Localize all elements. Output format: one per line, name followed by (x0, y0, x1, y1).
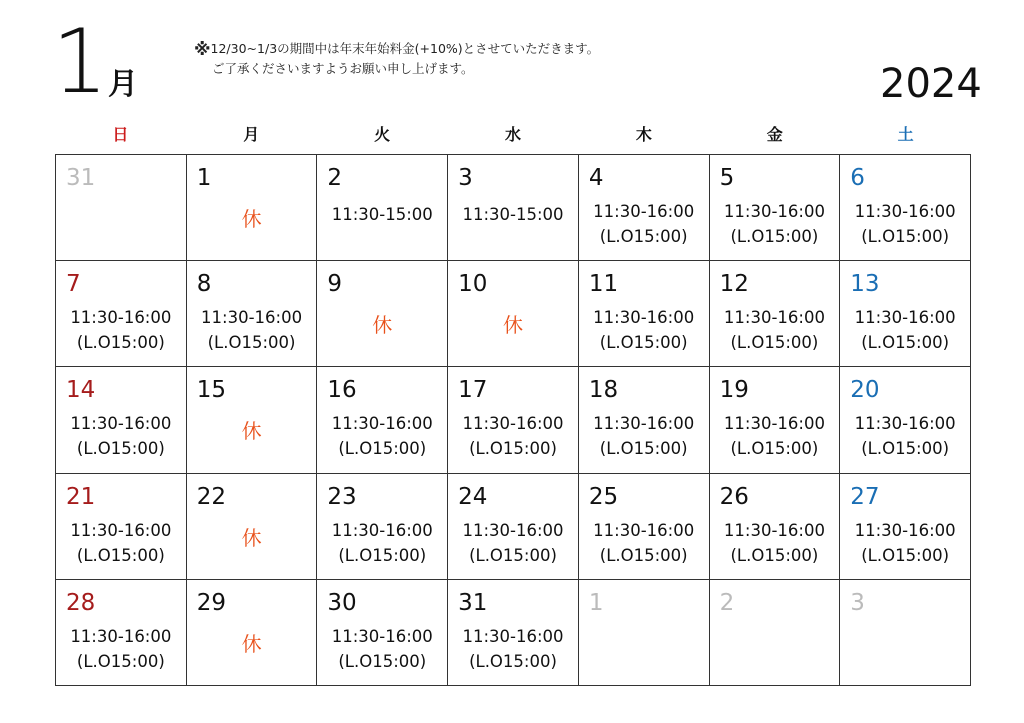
calendar-day-cell (840, 367, 971, 473)
day-number: 10 (458, 271, 488, 298)
day-number: 31 (66, 165, 96, 191)
closed-label: 休 (241, 207, 262, 231)
calendar-day-cell (448, 155, 579, 261)
last-order: (L.O15:00) (76, 545, 165, 565)
day-number: 14 (66, 377, 96, 404)
last-order: (L.O15:00) (76, 651, 165, 671)
day-number: 9 (327, 271, 343, 298)
business-hours (579, 518, 709, 568)
day-number: 20 (850, 377, 880, 404)
business-hours (840, 518, 970, 568)
last-order: (L.O15:00) (469, 651, 557, 671)
calendar-grid (55, 154, 971, 686)
notice-text-1: 12/30~1/3の期間中は年末年始料金(+10%)とさせていただきます。 (210, 41, 600, 56)
weekday-wednesday: 水 (505, 125, 522, 144)
hours-range: 11:30-16:00 (593, 520, 695, 540)
calendar-day-cell (448, 474, 579, 580)
last-order: (L.O15:00) (861, 333, 950, 353)
hours-range: 11:30-16:00 (70, 520, 172, 540)
day-number: 19 (719, 377, 749, 404)
weekday-sunday: 日 (112, 125, 129, 144)
hours-range: 11:30-16:00 (70, 626, 172, 646)
day-number: 22 (196, 483, 226, 510)
weekday-thursday: 木 (635, 125, 652, 144)
calendar-day-cell (317, 367, 448, 473)
hours-range: 11:30-16:00 (723, 202, 825, 221)
notice-line-1 (194, 40, 599, 61)
last-order: (L.O15:00) (730, 227, 819, 246)
last-order: (L.O15:00) (338, 439, 427, 459)
weekday-friday: 金 (766, 125, 783, 144)
business-hours (840, 411, 970, 461)
business-hours (840, 199, 970, 249)
last-order: (L.O15:00) (861, 227, 950, 246)
calendar-day-cell (56, 474, 187, 580)
closed-label: 休 (241, 525, 262, 550)
calendar-day-cell (840, 261, 971, 367)
day-number: 2 (719, 589, 735, 616)
last-order: (L.O15:00) (730, 439, 819, 459)
day-number: 15 (196, 377, 226, 404)
day-number: 25 (588, 483, 619, 510)
last-order: (L.O15:00) (861, 439, 950, 459)
business-hours (448, 411, 578, 461)
hours-range: 11:30-16:00 (854, 414, 956, 434)
business-hours (840, 305, 970, 355)
hours-range: 11:30-16:00 (70, 414, 172, 434)
business-hours (56, 518, 186, 568)
calendar-day-cell (710, 155, 841, 261)
calendar-day-cell (710, 367, 841, 473)
hours-range: 11:30-16:00 (462, 520, 564, 540)
business-hours (448, 202, 578, 227)
business-hours (710, 518, 840, 568)
calendar-day-cell (56, 261, 187, 367)
hours-range: 11:30-16:00 (723, 414, 825, 434)
day-number: 4 (588, 165, 604, 191)
calendar-day-cell (56, 367, 187, 473)
business-hours (579, 305, 709, 355)
day-number: 31 (458, 589, 488, 616)
month-number: 1 (52, 10, 106, 113)
business-hours (579, 199, 709, 249)
hours-range: 11:30-16:00 (723, 308, 825, 328)
notice-mark: ※ (194, 40, 211, 60)
day-number: 17 (458, 377, 488, 404)
business-hours (56, 305, 186, 355)
calendar-day-cell (187, 155, 318, 261)
calendar-day-cell (317, 580, 448, 686)
hours-range: 11:30-16:00 (331, 626, 433, 646)
business-hours (187, 305, 317, 355)
day-number: 23 (327, 483, 357, 510)
weekday-header (55, 122, 971, 145)
day-number: 2 (327, 165, 343, 191)
closed-label: 休 (241, 419, 262, 444)
last-order: (L.O15:00) (730, 333, 819, 353)
last-order: (L.O15:00) (861, 545, 950, 565)
business-hours (579, 411, 709, 461)
notice (194, 40, 599, 77)
hours-range: 11:30-16:00 (331, 520, 433, 540)
hours-range: 11:30-15:00 (462, 205, 564, 224)
year: 2024 (880, 61, 982, 107)
calendar-day-cell (579, 580, 710, 686)
day-number: 13 (850, 271, 880, 298)
day-number: 3 (458, 165, 473, 191)
last-order: (L.O15:00) (338, 545, 427, 565)
calendar-day-cell (579, 155, 710, 261)
last-order: (L.O15:00) (469, 545, 557, 565)
last-order: (L.O15:00) (469, 439, 557, 459)
business-hours (710, 411, 840, 461)
day-number: 16 (327, 377, 357, 404)
business-hours (710, 305, 840, 355)
weekday-saturday: 土 (897, 125, 914, 144)
calendar-day-cell (579, 367, 710, 473)
business-hours (317, 518, 447, 568)
calendar-day-cell (187, 367, 318, 473)
last-order: (L.O15:00) (76, 333, 165, 353)
last-order: (L.O15:00) (599, 545, 688, 565)
calendar-day-cell (448, 580, 579, 686)
business-hours (710, 199, 840, 249)
calendar-day-cell (56, 580, 187, 686)
calendar-day-cell (840, 155, 971, 261)
calendar-day-cell (579, 474, 710, 580)
weekday-tuesday: 火 (374, 125, 391, 144)
day-number: 6 (850, 165, 865, 191)
calendar-day-cell (56, 155, 187, 261)
last-order: (L.O15:00) (76, 439, 165, 459)
day-number: 28 (66, 589, 96, 616)
hours-range: 11:30-16:00 (854, 308, 956, 328)
last-order: (L.O15:00) (599, 333, 688, 353)
hours-range: 11:30-16:00 (593, 414, 695, 434)
day-number: 1 (588, 589, 604, 616)
hours-range: 11:30-16:00 (854, 520, 956, 540)
hours-range: 11:30-15:00 (331, 205, 433, 224)
calendar-day-cell (840, 580, 971, 686)
calendar-day-cell (710, 580, 841, 686)
day-number: 18 (588, 377, 619, 404)
day-number: 24 (458, 483, 488, 510)
last-order: (L.O15:00) (730, 545, 819, 565)
day-number: 5 (719, 165, 735, 191)
business-hours (317, 411, 447, 461)
notice-line-2: ご了承くださいますようお願い申し上げます。 (212, 61, 474, 77)
calendar-day-cell (187, 474, 318, 580)
business-hours (317, 202, 447, 227)
last-order: (L.O15:00) (207, 333, 296, 353)
business-hours (56, 411, 186, 461)
calendar-day-cell (317, 155, 448, 261)
hours-range: 11:30-16:00 (854, 202, 956, 221)
hours-range: 11:30-16:00 (462, 414, 564, 434)
last-order: (L.O15:00) (599, 439, 688, 459)
hours-range: 11:30-16:00 (593, 202, 695, 221)
calendar-day-cell (448, 261, 579, 367)
hours-range: 11:30-16:00 (331, 414, 433, 434)
calendar-day-cell (187, 580, 318, 686)
closed-label: 休 (372, 313, 393, 338)
calendar-day-cell (710, 261, 841, 367)
calendar-day-cell (840, 474, 971, 580)
weekday-monday: 月 (243, 125, 260, 144)
hours-range: 11:30-16:00 (201, 308, 303, 328)
calendar-day-cell (579, 261, 710, 367)
day-number: 26 (719, 483, 749, 510)
hours-range: 11:30-16:00 (723, 520, 825, 540)
day-number: 11 (588, 271, 619, 298)
business-hours (448, 518, 578, 568)
day-number: 30 (327, 589, 357, 616)
closed-label: 休 (241, 631, 262, 656)
calendar-day-cell (317, 261, 448, 367)
closed-label: 休 (502, 313, 523, 338)
calendar-day-cell (187, 261, 318, 367)
business-hours (448, 624, 578, 674)
day-number: 21 (66, 483, 96, 510)
calendar-day-cell (317, 474, 448, 580)
hours-range: 11:30-16:00 (70, 308, 172, 328)
day-number: 1 (196, 165, 212, 191)
hours-range: 11:30-16:00 (593, 308, 695, 328)
day-number: 12 (719, 271, 749, 298)
hours-range: 11:30-16:00 (462, 626, 564, 646)
calendar-day-cell (448, 367, 579, 473)
calendar-day-cell (710, 474, 841, 580)
day-number: 3 (850, 589, 865, 616)
business-hours (317, 624, 447, 674)
day-number: 8 (196, 271, 212, 298)
business-hours (56, 624, 186, 674)
month-label: 月 (108, 67, 138, 102)
last-order: (L.O15:00) (599, 227, 688, 246)
day-number: 7 (66, 271, 81, 298)
day-number: 29 (196, 589, 226, 616)
last-order: (L.O15:00) (338, 651, 427, 671)
day-number: 27 (850, 483, 880, 510)
